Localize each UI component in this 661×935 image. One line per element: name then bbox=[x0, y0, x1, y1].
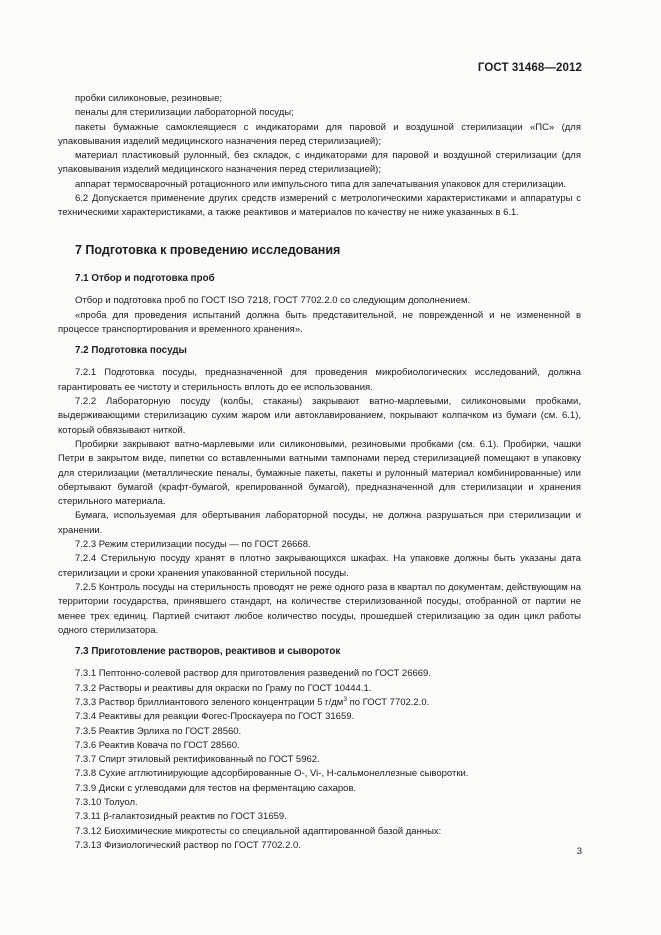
clause-text: Раствор бриллиантового зеленого концентрации 5 г/дм bbox=[98, 696, 344, 708]
clause-number: 7.3.6 bbox=[75, 739, 97, 751]
clause-number: 7.3.8 bbox=[75, 768, 97, 780]
clause-text: Физиологический раствор по ГОСТ 7702.2.0. bbox=[104, 839, 301, 851]
paragraph: Бумага, используемая для обертывания лабораторной посуды, не должна разрушаться при стерилизации и хранении. bbox=[58, 510, 581, 536]
clause-number: 7.3.7 bbox=[75, 754, 97, 766]
clause-number: 7.3.4 bbox=[75, 711, 97, 723]
list-item bbox=[58, 810, 581, 824]
clause-text: Спирт этиловый ректификованный по ГОСТ 5962. bbox=[98, 754, 320, 766]
section-7-heading: 7 Подготовка к проведению исследования bbox=[75, 242, 341, 257]
section-7-3-heading: 7.3 Приготовление растворов, реактивов и сывороток bbox=[75, 646, 341, 658]
section-7-2-heading: 7.2 Подготовка посуды bbox=[75, 345, 187, 357]
document-body bbox=[58, 92, 581, 853]
paragraph: «проба для проведения испытаний должна быть представительной, не поврежденной и не измененной в процессе транспортирования и временного хранения». bbox=[58, 309, 581, 335]
clause-number: 7.3.12 bbox=[75, 825, 102, 837]
clause-text: Реактив Ковача по ГОСТ 28560. bbox=[98, 739, 240, 751]
paragraph: Отбор и подготовка проб по ГОСТ ISO 7218, ГОСТ 7702.2.0 со следующим дополнением. bbox=[75, 295, 471, 307]
clause-text: Толуол. bbox=[104, 797, 138, 809]
clause-text: Биохимические микротесты со специальной адаптированной базой данных: bbox=[104, 825, 442, 837]
intro-line: материал пластиковый рулонный, без складок, с индикаторами для паровой и воздушной стерилизации (для упаковывания изделий медицинского назначения перед стерилизацией); bbox=[58, 150, 581, 176]
document-header: ГОСТ 31468—2012 bbox=[477, 62, 582, 74]
clause-text: Реактивы для реакции Фогес-Проскауера по ГОСТ 31659. bbox=[98, 711, 355, 723]
list-item bbox=[58, 725, 581, 739]
list-item bbox=[58, 682, 581, 696]
list-item bbox=[58, 767, 581, 781]
paragraph: 7.2.5 Контроль посуды на стерильность проводят не реже одного раза в квартал по документам, действующим на территории государства, принявшего стандарт, на количестве стерилизованной посуды, отобранной от партии не менее трех единиц. Партией считают любое количество посуды, прошедшей стерилизацию за один цикл работы одного стерилизатора. bbox=[58, 581, 581, 636]
superscript: 3 bbox=[343, 695, 347, 703]
list-item bbox=[58, 782, 581, 796]
clause-number: 7.3.9 bbox=[75, 782, 97, 794]
paragraph: 7.2.2 Лабораторную посуду (колбы, стаканы) закрывают ватно-марлевыми, силиконовыми пробками, выдерживающими стерилизацию сухим жаром или автоклавированием, покрывают колпачком из бумаги (см. 6.1), который обвязывают ниткой. bbox=[58, 396, 581, 436]
paragraph: 7.2.3 Режим стерилизации посуды — по ГОСТ 26668. bbox=[75, 539, 311, 551]
list-item bbox=[58, 796, 581, 810]
reagent-list bbox=[58, 667, 581, 853]
clause-number: 7.3.2 bbox=[75, 682, 97, 694]
page-number: 3 bbox=[576, 846, 582, 857]
list-item bbox=[58, 710, 581, 724]
section-7-1-heading: 7.1 Отбор и подготовка проб bbox=[75, 272, 215, 284]
clause-number: 7.3.11 bbox=[75, 811, 101, 823]
clause-6-2: 6.2 Допускается применение других средств измерений с метрологическими характеристиками и аппаратуры с техническими характеристиками, а также реактивов и материалов по качеству не ниже указанных в 6.1. bbox=[58, 193, 581, 219]
intro-line: пеналы для стерилизации лабораторной посуды; bbox=[75, 107, 294, 119]
paragraph: 7.2.4 Стерильную посуду хранят в плотно закрывающихся шкафах. На упаковке должны быть указаны дата стерилизации и сроки хранения упакованной стерильной посуды. bbox=[58, 553, 581, 579]
clause-number: 7.3.3 bbox=[75, 696, 97, 708]
clause-text: Пептонно-солевой раствор для приготовления разведений по ГОСТ 26669. bbox=[98, 668, 431, 680]
clause-number: 7.3.1 bbox=[75, 668, 97, 680]
list-item bbox=[58, 839, 581, 853]
clause-text: β-галактозидный реактив по ГОСТ 31659. bbox=[103, 811, 287, 823]
list-item bbox=[58, 739, 581, 753]
list-item bbox=[58, 696, 581, 710]
clause-number: 7.3.5 bbox=[75, 725, 97, 737]
list-item bbox=[58, 825, 581, 839]
intro-line: пакеты бумажные самоклеящиеся с индикаторами для паровой и воздушной стерилизации «ПС» (для упаковывания изделий медицинского назначения перед стерилизацией); bbox=[58, 121, 581, 147]
clause-text: Сухие агглютинирующие адсорбированные О-, Vi-, Н-сальмонеллезные сыворотки. bbox=[98, 768, 469, 780]
paragraph: Пробирки закрывают ватно-марлевыми или силиконовыми, резиновыми пробками (см. 6.1). Пробирки, чашки Петри в закрытом виде, пипетки со вставленными ватными тампонами перед стерилизацией помещают в упаковку для стерилизации (металлические пеналы, бумажные пакеты, пакеты и рулонный материал комбинированные) или обертывают бумагой (крафт-бумагой, крепированной бумагой), предназначенной для стерилизации и хранения стерильного материала. bbox=[58, 438, 581, 508]
clause-text: Реактив Эрлиха по ГОСТ 28560. bbox=[98, 725, 242, 737]
intro-line: пробки силиконовые, резиновые; bbox=[75, 93, 223, 104]
clause-text: по ГОСТ 7702.2.0. bbox=[346, 696, 430, 708]
clause-number: 7.3.13 bbox=[75, 839, 102, 851]
paragraph: 7.2.1 Подготовка посуды, предназначенной для проведения микробиологических исследований, должна гарантировать ее чистоту и стерильность вплоть до ее использования. bbox=[58, 367, 581, 393]
clause-number: 7.3.10 bbox=[75, 797, 102, 809]
list-item bbox=[58, 667, 581, 681]
intro-line: аппарат термосварочный ротационного или импульсного типа для запечатывания упаковок для стерилизации. bbox=[75, 178, 567, 190]
clause-text: Растворы и реактивы для окраски по Граму по ГОСТ 10444.1. bbox=[98, 682, 372, 694]
list-item bbox=[58, 753, 581, 767]
clause-text: Диски с углеводами для тестов на ферментацию сахаров. bbox=[98, 782, 357, 794]
